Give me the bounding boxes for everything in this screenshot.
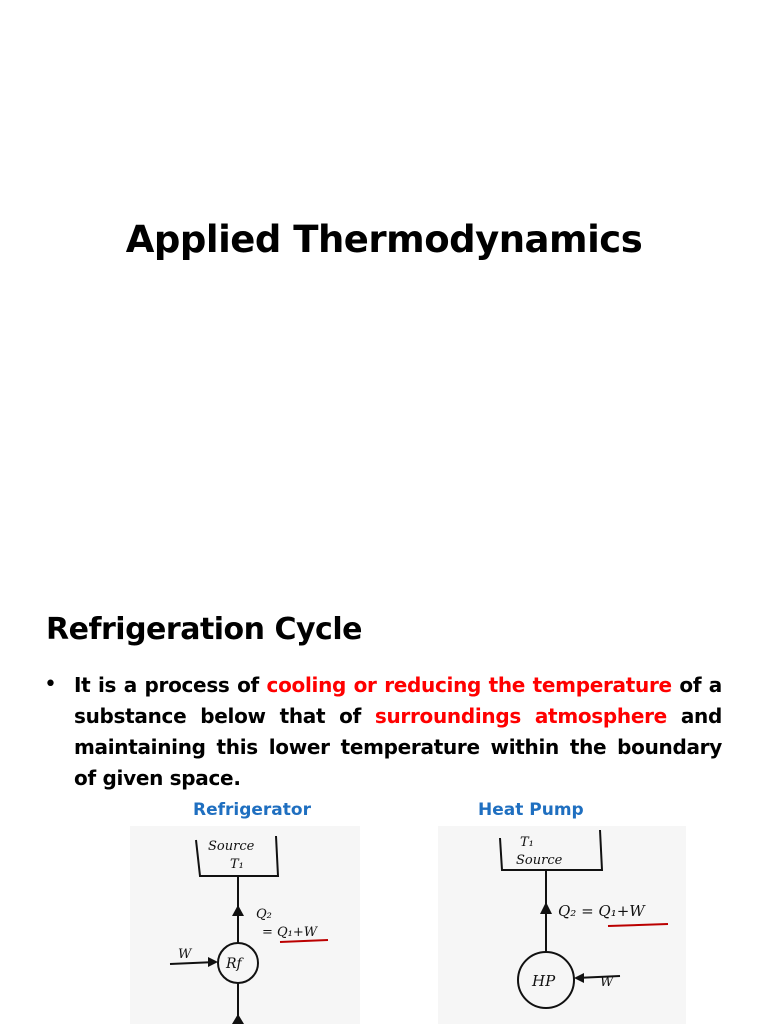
heat-equation: = Q₁+W [262,925,318,940]
section-heading: Refrigeration Cycle [46,612,362,647]
arrow-right-icon [208,957,218,967]
underline [608,924,668,926]
source-temp-label: T₁ [230,857,244,872]
bullet-text-part: of a substance below that of [74,673,722,728]
arrow-up-icon [540,902,552,914]
heat-equation: Q₂ = Q₁+W [558,902,645,920]
device-label: HP [532,972,556,990]
heat-pump-label: Heat Pump [478,800,584,820]
bullet-text-part: It is a process of [74,673,267,697]
arrow-up-icon [232,905,244,916]
underline [280,940,328,942]
bullet-text [74,670,722,794]
heat-label: Q₂ [256,907,272,922]
refrigerator-diagram [130,826,360,1024]
bullet-icon: • [44,672,57,697]
slide-title: Applied Thermodynamics [125,218,643,261]
arrow-up-icon [232,1014,244,1024]
bullet-item [44,670,724,794]
bullet-text-part: and maintaining this lower temperature within the boundary of given space. [74,704,722,790]
source-temp-label: T₁ [520,835,534,850]
source-label: Source [516,853,563,868]
highlight-text: surroundings atmosphere [374,704,667,728]
source-label: Source [208,839,255,854]
highlight-text: cooling or reducing the temperature [266,673,672,697]
arrow-left-icon [574,973,584,983]
heat-pump-diagram [438,826,686,1024]
work-label: W [600,975,614,990]
refrigerator-label: Refrigerator [193,800,311,820]
device-label: Rf [226,956,242,972]
work-label: W [178,947,192,962]
